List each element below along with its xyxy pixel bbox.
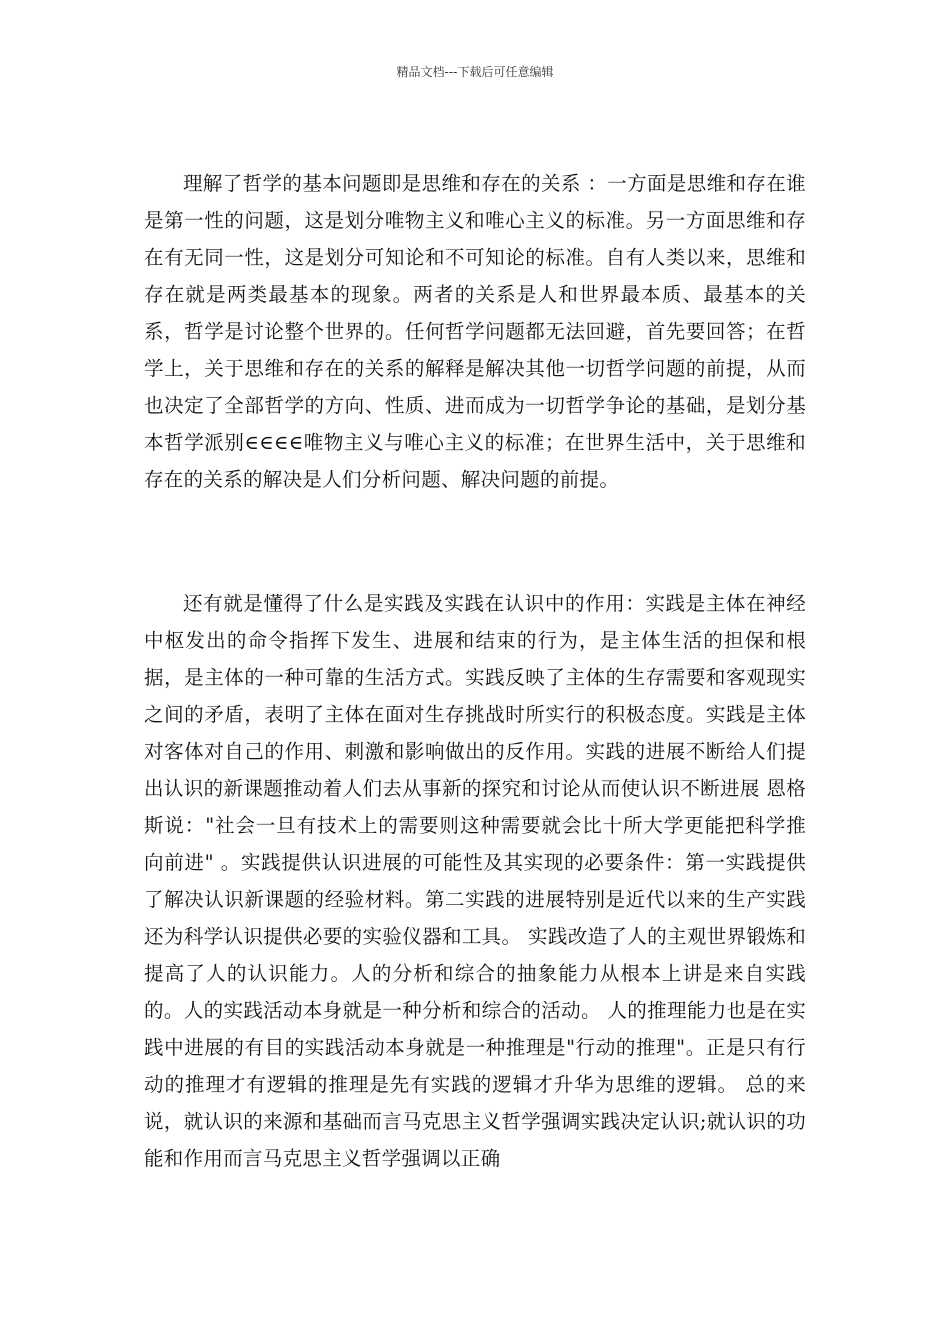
page-header: 精品文档---下载后可任意编辑: [396, 65, 554, 79]
paragraph-practice: 还有就是懂得了什么是实践及实践在认识中的作用：实践是主体在神经中枢发出的命令指挥下发生、进展和结束的行为，是主体生活的担保和根据，是主体的一种可靠的生活方式。实践反映了主体的生存需要和客观现实之间的矛盾，表明了主体在面对生存挑战时所实行的积极态度。实践是主体对客体对自己的作用、刺激和影响做出的反作用。实践的进展不断给人们提出认识的新课题推动着人们去从事新的探究和讨论从而使认识不断进展 恩格斯说："社会一旦有技术上的需要则这种需要就会比十所大学更能把科学推向前进" 。实践提供认识进展的可能性及其实现的必要条件：第一实践提供了解决认识新课题的经验材料。第二实践的进展特别是近代以来的生产实践还为科学认识提供必要的实验仪器和工具。 实践改造了人的主观世界锻炼和提高了人的认识能力。人的分析和综合的抽象能力从根本上讲是来自实践的。人的实践活动本身就是一种分析和综合的活动。 人的推理能力也是在实践中进展的有目的实践活动本身就是一种推理是"行动的推理"。正是只有行动的推理才有逻辑的推理是先有实践的逻辑才升华为思维的逻辑。 总的来说，就认识的来源和基础而言马克思主义哲学强调实践决定认识;就认识的功能和作用而言马克思主义哲学强调以正确: [144, 592, 806, 1170]
paragraph-basic-question: 理解了哲学的基本问题即是思维和存在的关系 ：一方面是思维和存在谁是第一性的问题，这是划分唯物主义和唯心主义的标准。另一方面思维和存在有无同一性，这是划分可知论和不可知论的标准。自有人类以来，思维和存在就是两类最基本的现象。两者的关系是人和世界最本质、最基本的关系，哲学是讨论整个世界的。任何哲学问题都无法回避，首先要回答；在哲学上，关于思维和存在的关系的解释是解决其他一切哲学问题的前提，从而也决定了全部哲学的方向、性质、进而成为一切哲学争论的基础，是划分基本哲学派别∈∈∈∈唯物主义与唯心主义的标准；在世界生活中，关于思维和存在的关系的解决是人们分析问题、解决问题的前提。: [144, 172, 806, 491]
